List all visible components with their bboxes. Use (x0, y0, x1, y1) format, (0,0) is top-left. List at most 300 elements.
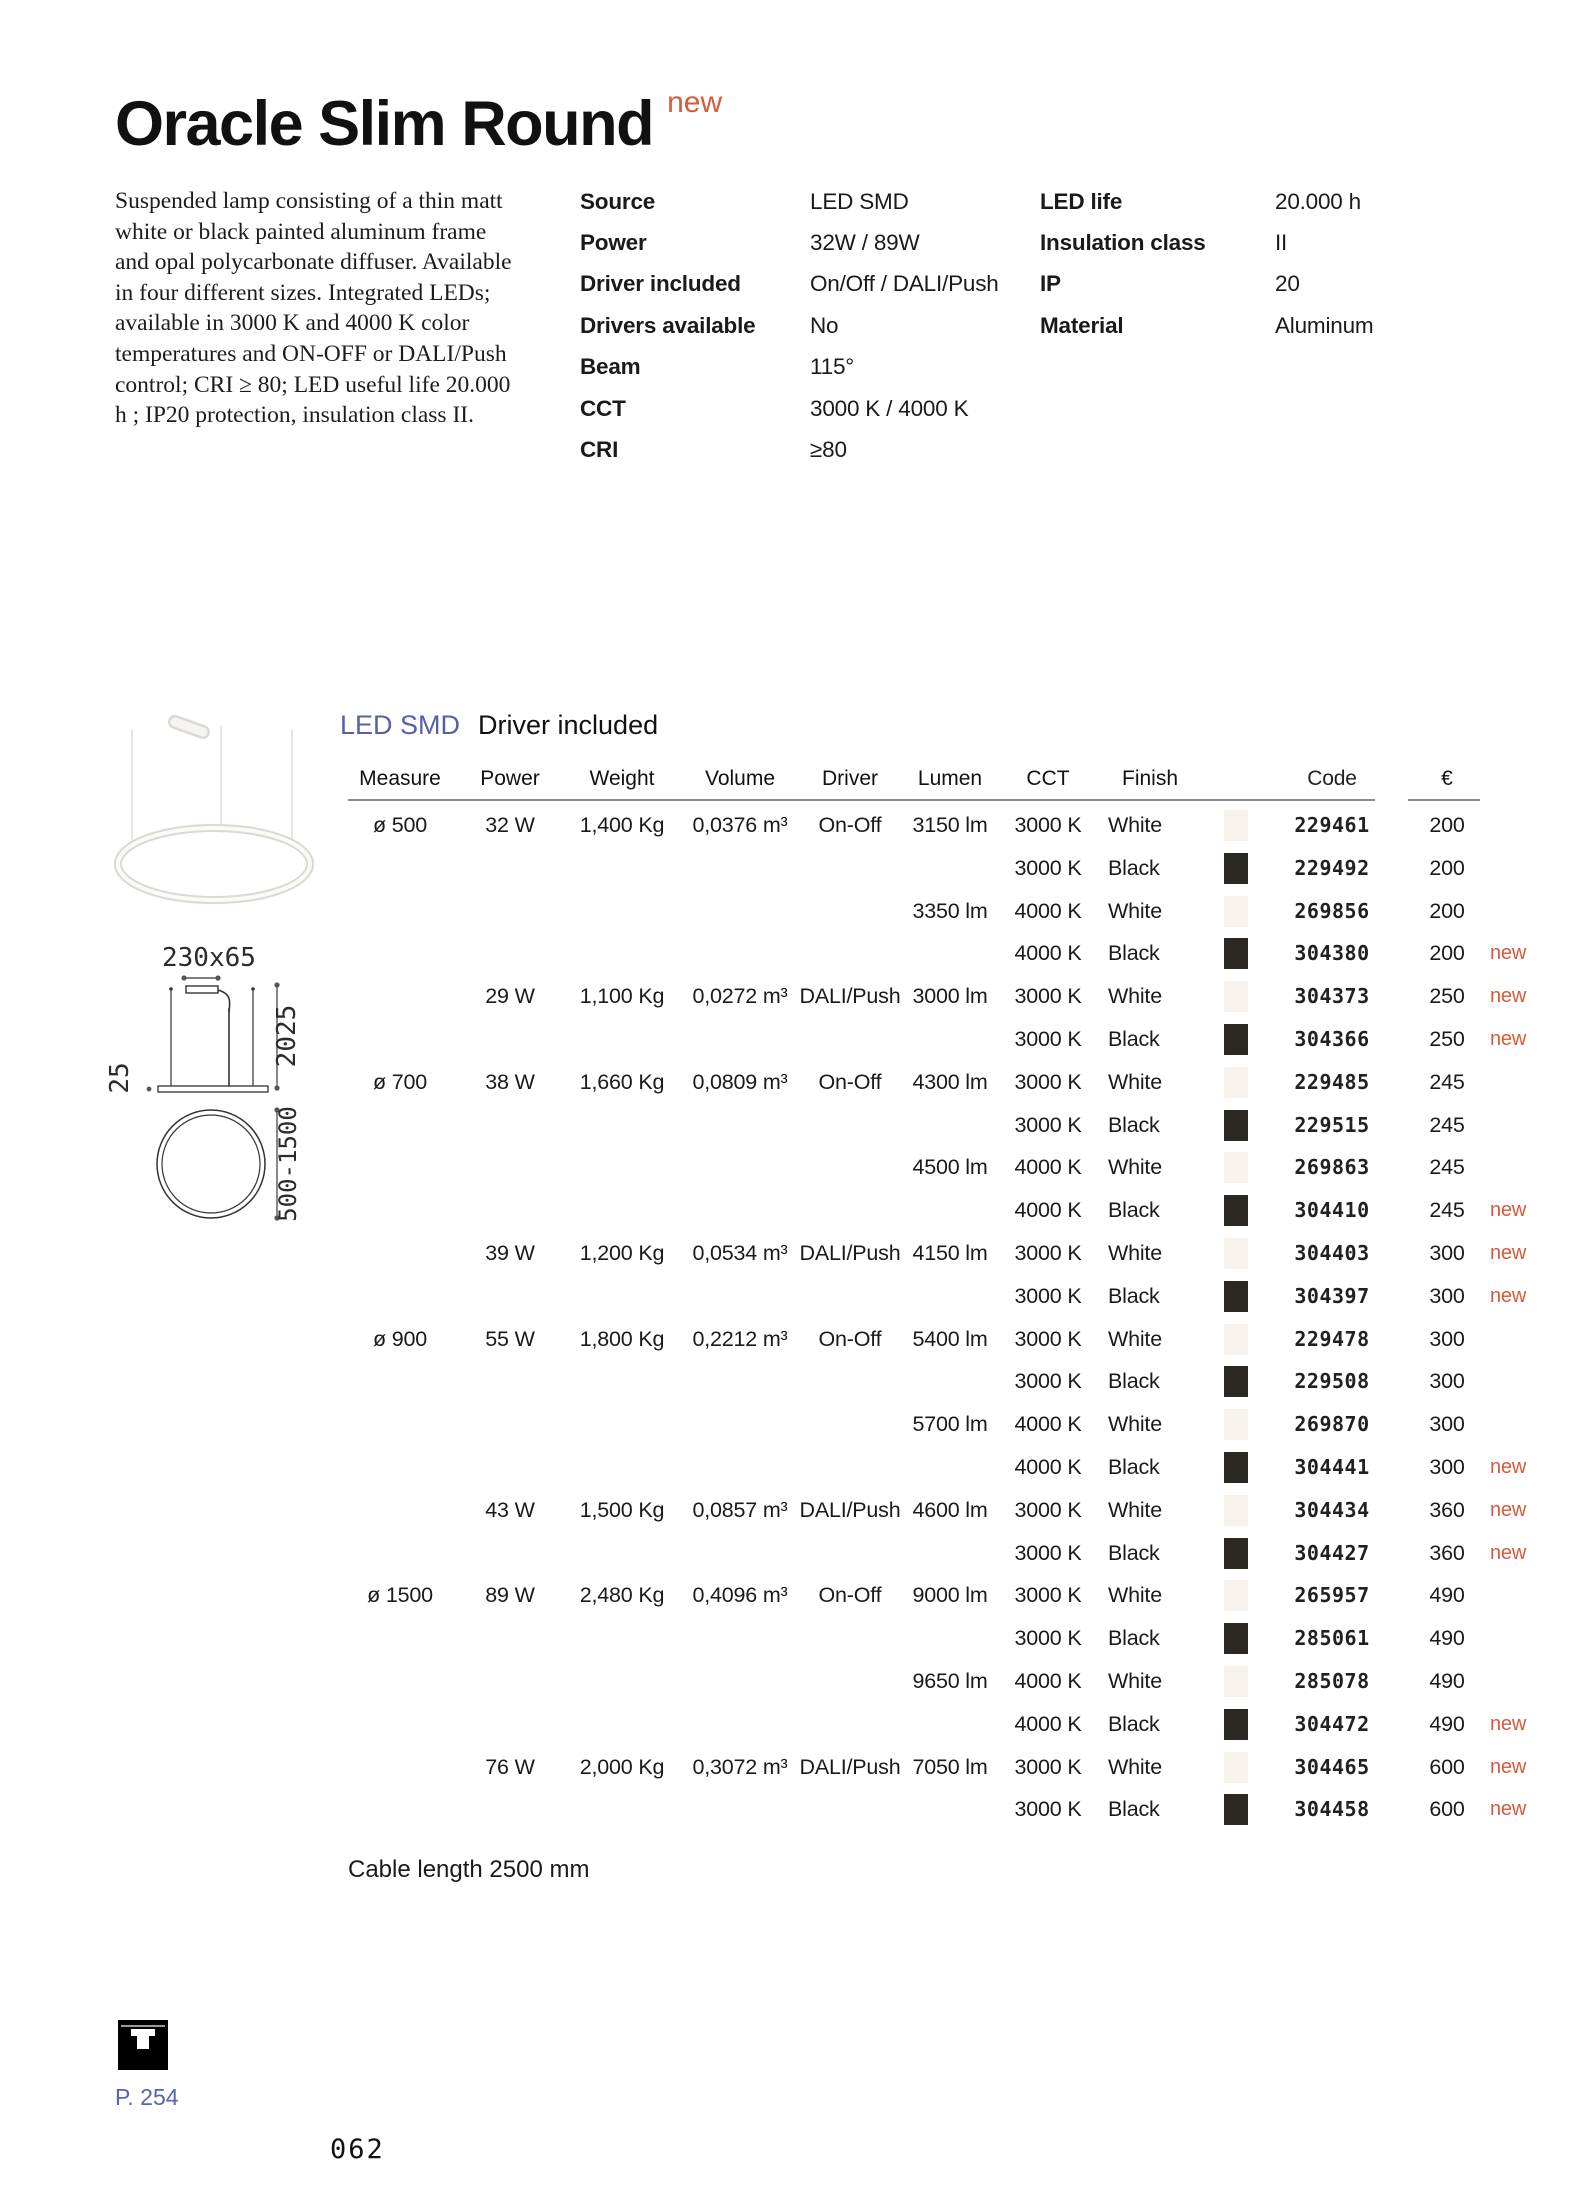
cell-measure (340, 1360, 460, 1403)
spec-label: Drivers available (580, 312, 756, 338)
spec-row (580, 429, 1050, 470)
cell-measure (340, 1104, 460, 1147)
cell-code: 229492 (1294, 855, 1370, 880)
cell-finish: Black (1108, 941, 1160, 966)
cell-power (450, 1360, 570, 1403)
spec-row (580, 264, 1050, 305)
cell-price: 250 (1429, 984, 1465, 1009)
dim-height-label: 2025 (272, 1004, 302, 1068)
cell-volume: 0,0809 m³ (692, 1069, 788, 1094)
cell-cct: 3000 K (1014, 813, 1082, 837)
cell-measure (340, 1532, 460, 1575)
table-row (0, 1232, 1574, 1275)
cell-volume (680, 1532, 800, 1575)
cell-finish: White (1108, 1412, 1162, 1437)
cell-weight (562, 1788, 682, 1831)
cell-lumen: 9000 lm (912, 1583, 988, 1608)
cell-cct: 3000 K (1014, 1369, 1082, 1394)
cell-code: 304465 (1294, 1754, 1370, 1779)
product-table (0, 804, 1574, 1831)
cell-weight: 1,800 Kg (579, 1326, 665, 1351)
cell-code: 304397 (1294, 1283, 1370, 1308)
cell-cct: 4000 K (1014, 1711, 1082, 1736)
cell-price: 490 (1429, 1626, 1465, 1651)
cell-new-badge (1490, 1146, 1560, 1189)
cell-finish: White (1108, 1668, 1162, 1693)
cell-new-badge: new (1490, 985, 1527, 1008)
cell-driver: On-Off (818, 1326, 882, 1351)
cell-measure (340, 1446, 460, 1489)
cell-cct: 4000 K (1014, 1155, 1082, 1180)
cell-finish: White (1108, 898, 1162, 923)
cell-volume (680, 1189, 800, 1232)
cell-new-badge (1490, 1360, 1560, 1403)
spec-value: Aluminum (1275, 312, 1374, 338)
spec-row (1040, 264, 1480, 305)
cell-price: 600 (1429, 1797, 1465, 1822)
col-header-finish: Finish (1122, 767, 1179, 790)
cell-new-badge: new (1490, 1798, 1527, 1821)
cell-volume: 0,2212 m³ (692, 1326, 788, 1351)
cell-driver (792, 1360, 908, 1403)
finish-swatch (1224, 1452, 1248, 1483)
cell-weight (562, 1617, 682, 1660)
cell-finish: Black (1108, 1626, 1160, 1651)
cell-measure (340, 847, 460, 890)
spec-table-right (1040, 181, 1480, 347)
cell-code: 304380 (1294, 941, 1370, 966)
cell-volume (680, 932, 800, 975)
cell-volume: 0,0272 m³ (692, 984, 788, 1009)
cell-power: 55 W (485, 1326, 535, 1351)
cell-weight: 1,660 Kg (579, 1069, 665, 1094)
cell-new-badge (1490, 1574, 1560, 1617)
cell-driver: DALI/Push (799, 984, 901, 1009)
cell-code: 304366 (1294, 1026, 1370, 1051)
cell-power (450, 1660, 570, 1703)
cell-price: 245 (1429, 1112, 1465, 1137)
cell-measure (340, 932, 460, 975)
page-title-row (115, 88, 722, 160)
cell-power: 39 W (485, 1240, 535, 1265)
spec-label: Source (580, 188, 656, 214)
cell-driver: DALI/Push (799, 1754, 901, 1779)
table-row (0, 1532, 1574, 1575)
new-badge: new (667, 86, 723, 119)
cell-driver (792, 1703, 908, 1746)
table-row (0, 890, 1574, 933)
cell-lumen: 3350 lm (912, 898, 988, 923)
cell-measure (340, 1232, 460, 1275)
cell-power (450, 1189, 570, 1232)
cell-cct: 3000 K (1014, 1283, 1082, 1308)
cell-driver: DALI/Push (799, 1497, 901, 1522)
cell-volume (680, 1703, 800, 1746)
cell-price: 245 (1429, 1069, 1465, 1094)
cell-price: 200 (1429, 813, 1465, 837)
cell-driver (792, 1146, 908, 1189)
col-header-lumen: Lumen (917, 767, 983, 790)
cell-code: 304441 (1294, 1454, 1370, 1479)
cell-measure: ø 900 (373, 1326, 427, 1351)
spec-value: 115° (810, 354, 855, 380)
cell-measure (340, 1746, 460, 1789)
finish-swatch (1224, 1195, 1248, 1226)
cell-price: 300 (1429, 1326, 1465, 1351)
cell-price: 300 (1429, 1240, 1465, 1265)
cell-lumen: 4600 lm (912, 1497, 988, 1522)
cell-cct: 4000 K (1014, 898, 1082, 923)
cell-cct: 3000 K (1014, 1626, 1082, 1651)
dim-bar-label: 25 (105, 1062, 135, 1094)
finish-swatch (1224, 1238, 1248, 1269)
cell-lumen: 4300 lm (912, 1069, 988, 1094)
cell-new-badge: new (1490, 1199, 1527, 1222)
finish-swatch (1224, 1794, 1248, 1825)
cell-finish: Black (1108, 1283, 1160, 1308)
finish-swatch (1224, 938, 1248, 969)
price-divider (1408, 799, 1480, 801)
cell-finish: White (1108, 1155, 1162, 1180)
cell-price: 600 (1429, 1754, 1465, 1779)
cell-volume (680, 1018, 800, 1061)
cell-cct: 4000 K (1014, 1412, 1082, 1437)
cell-code: 304427 (1294, 1540, 1370, 1565)
spec-label: Power (580, 230, 647, 256)
cell-price: 200 (1429, 855, 1465, 880)
cell-price: 300 (1429, 1369, 1465, 1394)
cell-driver (792, 890, 908, 933)
cell-price: 360 (1429, 1497, 1465, 1522)
cell-finish: White (1108, 813, 1162, 837)
cell-new-badge (1490, 804, 1560, 847)
cell-driver (792, 847, 908, 890)
finish-swatch (1224, 1538, 1248, 1569)
spec-table-left (580, 181, 1050, 471)
led-smd-label: LED SMD (340, 710, 461, 740)
finish-swatch (1224, 1666, 1248, 1697)
cell-measure (340, 1403, 460, 1446)
cell-finish: White (1108, 1497, 1162, 1522)
col-header-volume: Volume (704, 767, 776, 790)
dim-diameter-label: 500-1500 (274, 1106, 302, 1222)
cell-power: 76 W (485, 1754, 535, 1779)
table-row (0, 1403, 1574, 1446)
cell-weight (562, 1660, 682, 1703)
cell-finish: Black (1108, 1112, 1160, 1137)
cell-weight: 1,500 Kg (579, 1497, 665, 1522)
cell-code: 229485 (1294, 1069, 1370, 1094)
cell-code: 229461 (1294, 813, 1370, 837)
cell-lumen: 5400 lm (912, 1326, 988, 1351)
cell-power (450, 1532, 570, 1575)
finish-swatch (1224, 1024, 1248, 1055)
cell-power: 29 W (485, 984, 535, 1009)
cell-finish: Black (1108, 1198, 1160, 1223)
page-number: 062 (330, 2134, 385, 2165)
cell-driver (792, 1275, 908, 1318)
cell-weight (562, 847, 682, 890)
cell-measure: ø 1500 (367, 1583, 433, 1608)
cell-volume (680, 1275, 800, 1318)
cell-lumen: 3000 lm (912, 984, 988, 1009)
spec-value: No (810, 312, 839, 338)
table-row (0, 1446, 1574, 1489)
col-header-driver: Driver (822, 767, 878, 790)
spec-row (580, 222, 1050, 263)
finish-swatch (1224, 1110, 1248, 1141)
cell-weight: 2,480 Kg (579, 1583, 665, 1608)
cell-code: 229478 (1294, 1326, 1370, 1351)
cell-price: 300 (1429, 1454, 1465, 1479)
cell-power (450, 1617, 570, 1660)
cell-price: 245 (1429, 1155, 1465, 1180)
cell-weight (562, 1403, 682, 1446)
cell-driver (792, 1532, 908, 1575)
finish-swatch (1224, 896, 1248, 927)
cell-driver (792, 1189, 908, 1232)
cell-code: 269870 (1294, 1412, 1370, 1437)
section-header (340, 710, 658, 741)
table-row (0, 1018, 1574, 1061)
cell-new-badge: new (1490, 1284, 1527, 1307)
finish-swatch (1224, 810, 1248, 841)
col-header-cct: CCT (1026, 767, 1070, 790)
spec-value: II (1275, 230, 1288, 256)
cell-new-badge: new (1490, 1455, 1527, 1478)
cell-code: 229508 (1294, 1369, 1370, 1394)
table-row (0, 1574, 1574, 1617)
cell-power (450, 1018, 570, 1061)
table-row (0, 1146, 1574, 1189)
cell-power: 89 W (485, 1583, 535, 1608)
finish-swatch (1224, 1067, 1248, 1098)
table-row (0, 847, 1574, 890)
cell-code: 304434 (1294, 1497, 1370, 1522)
spec-value: 32W / 89W (810, 230, 920, 256)
table-row (0, 1104, 1574, 1147)
spec-row (580, 181, 1050, 222)
cell-weight (562, 1018, 682, 1061)
cell-volume (680, 1617, 800, 1660)
cell-code: 304403 (1294, 1240, 1370, 1265)
cell-code: 229515 (1294, 1112, 1370, 1137)
cell-cct: 3000 K (1014, 1540, 1082, 1565)
table-row (0, 1703, 1574, 1746)
cell-volume: 0,0857 m³ (692, 1497, 788, 1522)
cell-finish: White (1108, 1326, 1162, 1351)
finish-swatch (1224, 1709, 1248, 1740)
cell-driver: DALI/Push (799, 1240, 901, 1265)
cell-code: 285078 (1294, 1668, 1370, 1693)
cell-new-badge: new (1490, 1541, 1527, 1564)
cell-weight: 1,100 Kg (579, 984, 665, 1009)
cell-measure (340, 890, 460, 933)
cell-power: 32 W (485, 813, 535, 837)
finish-swatch (1224, 1752, 1248, 1783)
driver-included-label: Driver included (478, 710, 659, 740)
cell-power: 38 W (485, 1069, 535, 1094)
spec-row (1040, 181, 1480, 222)
cell-code: 304410 (1294, 1198, 1370, 1223)
cell-volume (680, 1104, 800, 1147)
cell-measure (340, 1660, 460, 1703)
cell-weight (562, 1532, 682, 1575)
cell-driver: On-Off (818, 1069, 882, 1094)
cable-length-note: Cable length 2500 mm (348, 1856, 590, 1883)
spec-label: LED life (1040, 188, 1123, 214)
table-header-row (0, 766, 1574, 792)
cell-lumen: 9650 lm (912, 1668, 988, 1693)
cell-cct: 4000 K (1014, 1668, 1082, 1693)
cell-finish: White (1108, 984, 1162, 1009)
cell-measure (340, 975, 460, 1018)
cell-lumen: 4500 lm (912, 1155, 988, 1180)
cell-measure: ø 700 (373, 1069, 427, 1094)
cell-driver (792, 1104, 908, 1147)
cell-finish: Black (1108, 855, 1160, 880)
cell-cct: 3000 K (1014, 1497, 1082, 1522)
finish-swatch (1224, 1152, 1248, 1183)
page-ref-link[interactable]: P. 254 (115, 2084, 179, 2110)
spec-label: Driver included (580, 271, 741, 297)
spec-value: 3000 K / 4000 K (810, 395, 969, 421)
cell-driver (792, 1788, 908, 1831)
cell-power (450, 1446, 570, 1489)
table-row (0, 1746, 1574, 1789)
page-title: Oracle Slim Round (115, 89, 654, 159)
table-row (0, 1660, 1574, 1703)
cell-measure: ø 500 (373, 813, 427, 837)
header-divider (348, 799, 1375, 801)
cell-cct: 3000 K (1014, 1326, 1082, 1351)
table-row (0, 932, 1574, 975)
cell-power (450, 1146, 570, 1189)
cell-lumen: 5700 lm (912, 1412, 988, 1437)
cell-volume (680, 1660, 800, 1703)
cell-driver: On-Off (818, 813, 882, 837)
table-row (0, 804, 1574, 847)
cell-cct: 4000 K (1014, 1454, 1082, 1479)
dim-size-label: 230x65 (162, 943, 256, 973)
cell-volume: 0,0534 m³ (692, 1240, 788, 1265)
cell-new-badge (1490, 847, 1560, 890)
col-header-weight: Weight (589, 767, 655, 790)
cell-measure (340, 1189, 460, 1232)
cell-new-badge: new (1490, 1498, 1527, 1521)
cell-lumen: 7050 lm (912, 1754, 988, 1779)
spec-label: Beam (580, 354, 641, 380)
col-header-code: Code (1307, 767, 1357, 790)
spec-value: 20.000 h (1275, 188, 1361, 214)
cell-power (450, 1788, 570, 1831)
cell-price: 250 (1429, 1026, 1465, 1051)
cell-weight (562, 1189, 682, 1232)
cell-lumen: 3150 lm (912, 813, 988, 837)
finish-swatch (1224, 1495, 1248, 1526)
table-row (0, 1318, 1574, 1361)
cell-finish: White (1108, 1754, 1162, 1779)
cell-volume (680, 847, 800, 890)
cell-finish: Black (1108, 1540, 1160, 1565)
finish-swatch (1224, 1281, 1248, 1312)
cell-power (450, 1275, 570, 1318)
cell-cct: 3000 K (1014, 1754, 1082, 1779)
cell-cct: 3000 K (1014, 1026, 1082, 1051)
cell-price: 490 (1429, 1668, 1465, 1693)
table-row (0, 1061, 1574, 1104)
cell-new-badge (1490, 1403, 1560, 1446)
cell-cct: 3000 K (1014, 1069, 1082, 1094)
cell-weight (562, 1275, 682, 1318)
cell-new-badge (1490, 1061, 1560, 1104)
spec-label: Insulation class (1040, 230, 1206, 256)
cell-finish: White (1108, 1583, 1162, 1608)
cell-new-badge (1490, 1104, 1560, 1147)
cell-volume (680, 1788, 800, 1831)
cell-cct: 3000 K (1014, 1583, 1082, 1608)
spec-value: ≥80 (810, 437, 847, 463)
cell-volume: 0,0376 m³ (692, 813, 788, 837)
cell-code: 304458 (1294, 1797, 1370, 1822)
cell-weight (562, 1104, 682, 1147)
spec-value: LED SMD (810, 188, 909, 214)
cell-price: 245 (1429, 1198, 1465, 1223)
cell-cct: 3000 K (1014, 1240, 1082, 1265)
cell-finish: Black (1108, 1797, 1160, 1822)
spec-label: IP (1040, 271, 1061, 297)
cell-power (450, 890, 570, 933)
cell-measure (340, 1703, 460, 1746)
cell-volume (680, 1360, 800, 1403)
table-row (0, 1360, 1574, 1403)
finish-swatch (1224, 1366, 1248, 1397)
cell-code: 285061 (1294, 1626, 1370, 1651)
spec-row (1040, 222, 1480, 263)
cell-new-badge (1490, 1660, 1560, 1703)
cell-power: 43 W (485, 1497, 535, 1522)
cell-driver (792, 1446, 908, 1489)
cell-new-badge: new (1490, 1712, 1527, 1735)
cell-measure (340, 1146, 460, 1189)
table-row (0, 1489, 1574, 1532)
cell-price: 490 (1429, 1711, 1465, 1736)
spec-label: CRI (580, 437, 619, 463)
cell-power (450, 1403, 570, 1446)
cell-price: 200 (1429, 898, 1465, 923)
cell-code: 269856 (1294, 898, 1370, 923)
spec-label: CCT (580, 395, 626, 421)
table-row (0, 975, 1574, 1018)
spec-label: Material (1040, 312, 1124, 338)
spec-row (1040, 305, 1480, 346)
cell-price: 300 (1429, 1412, 1465, 1437)
cell-cct: 3000 K (1014, 984, 1082, 1009)
cell-finish: White (1108, 1069, 1162, 1094)
cell-new-badge: new (1490, 1241, 1527, 1264)
cell-code: 265957 (1294, 1583, 1370, 1608)
cell-measure (340, 1018, 460, 1061)
cell-power (450, 1703, 570, 1746)
spec-row (580, 347, 1050, 388)
table-row (0, 1617, 1574, 1660)
cell-new-badge: new (1490, 942, 1527, 965)
spec-row (580, 305, 1050, 346)
cell-new-badge (1490, 890, 1560, 933)
spec-row (580, 388, 1050, 429)
spec-value: 20 (1275, 271, 1300, 297)
cell-price: 360 (1429, 1540, 1465, 1565)
